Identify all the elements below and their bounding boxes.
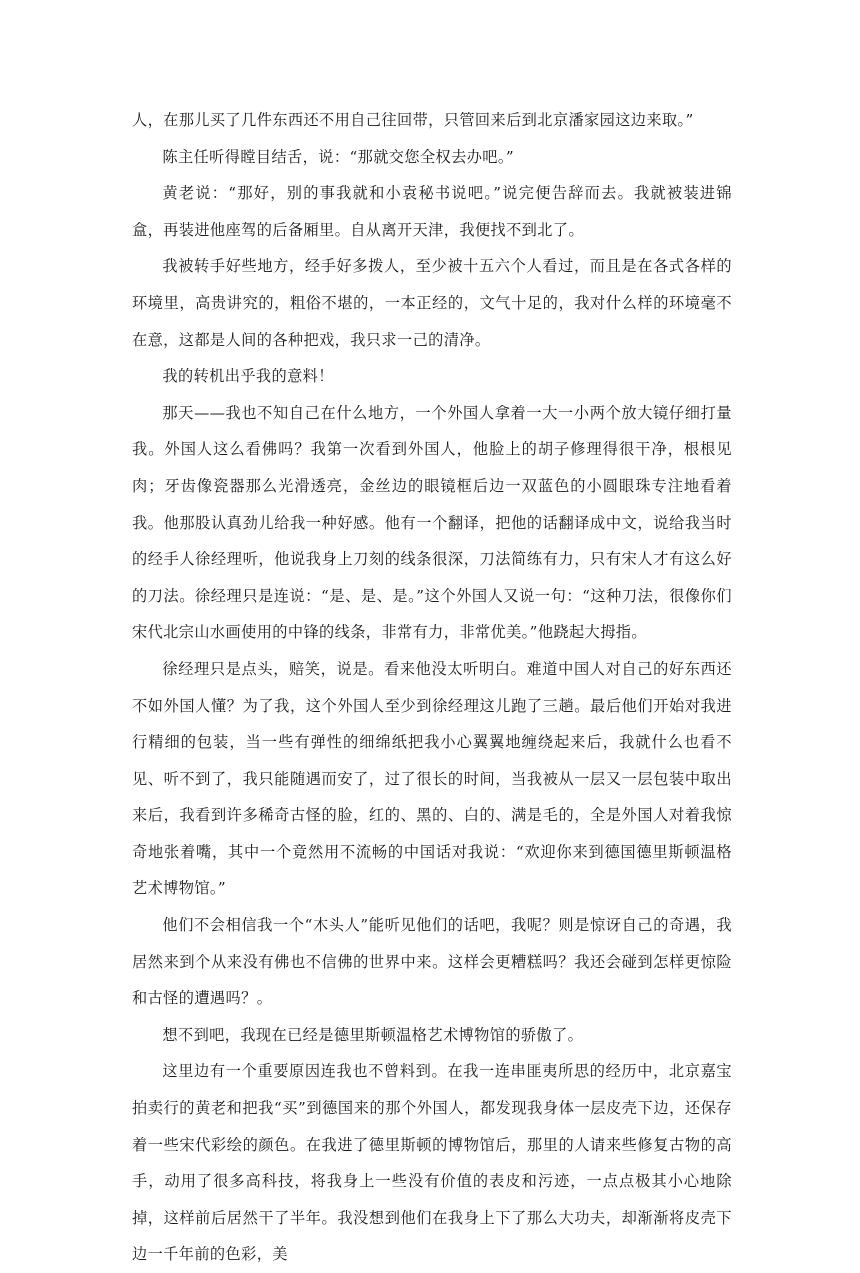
- paragraph: 徐经理只是点头，赔笑，说是。看来他没太听明白。难道中国人对自己的好东西还不如外国人懂？为了我，这个外国人至少到徐经理这儿跑了三趟。最后他们开始对我进行精细的包装，当一些有弹性的细绵纸把我小心翼翼地缠绕起来后，我就什么也看不见、听不到了，我只能随遇而安了，过了很长的时间，当我被从一层又一层包装中取出来后，我看到许多稀奇古怪的脸，红的、黑的、白的、满是毛的，全是外国人对着我惊奇地张着嘴，其中一个竟然用不流畅的中国话对我说：“欢迎你来到德国德里斯顿温格艺术博物馆。”: [132, 659, 732, 898]
- paragraph: 我的转机出乎我的意料！: [162, 367, 334, 386]
- paragraph: 黄老说：“那好，别的事我就和小袁秘书说吧。”说完便告辞而去。我就被装进锦盒，再装进他座驾的后备厢里。自从离开天津，我便找不到北了。: [132, 184, 732, 239]
- paragraph: 他们不会相信我一个“木头人”能听见他们的话吧，我呢？则是惊讶自己的奇遇，我居然来到个从来没有佛也不信佛的世界中来。这样会更糟糕吗？我还会碰到怎样更惊险和古怪的遭遇吗？。: [132, 916, 732, 1008]
- paragraph: 我被转手好些地方，经手好多拨人，至少被十五六个人看过，而且是在各式各样的环境里，高贵讲究的，粗俗不堪的，一本正经的，文气十足的，我对什么样的环境毫不在意，这都是人间的各种把戏，我只求一己的清净。: [132, 257, 732, 349]
- paragraph-continuation: 人，在那儿买了几件东西还不用自己往回带，只管回来后到北京潘家园这边来取。”: [132, 111, 694, 129]
- paragraph: 陈主任听得瞠目结舌，说：“那就交您全权去办吧。”: [162, 147, 515, 166]
- body-text: [132, 102, 732, 1273]
- paragraph: 那天——我也不知自己在什么地方，一个外国人拿着一大一小两个放大镜仔细打量我。外国人这么看佛吗？我第一次看到外国人，他脸上的胡子修理得很干净，根根见肉；牙齿像瓷器那么光滑透亮，金丝边的眼镜框后边一双蓝色的小圆眼珠专注地看着我。他那股认真劲儿给我一种好感。他有一个翻译，把他的话翻译成中文，说给我当时的经手人徐经理听，他说我身上刀刻的线条很深，刀法简练有力，只有宋人才有这么好的刀法。徐经理只是连说：“是、是、是。”这个外国人又说一句：“这种刀法，很像你们宋代北宗山水画使用的中锋的线条，非常有力，非常优美。”他跷起大拇指。: [132, 403, 732, 642]
- paragraph: 想不到吧，我现在已经是德里斯顿温格艺术博物馆的骄傲了。: [162, 1025, 584, 1044]
- paragraph: 这里边有一个重要原因连我也不曾料到。在我一连串匪夷所思的经历中，北京嘉宝拍卖行的黄老和把我“买”到德国来的那个外国人，都发现我身体一层皮壳下边，还保存着一些宋代彩绘的颜色。在我进了德里斯顿的博物馆后，那里的人请来些修复古物的高手，动用了很多高科技，将我身上一些没有价值的表皮和污迹，一点点极其小心地除掉，这样前后居然干了半年。我没想到他们在我身上下了那么大功夫，却渐渐将皮壳下边一千年前的色彩，美: [132, 1062, 732, 1264]
